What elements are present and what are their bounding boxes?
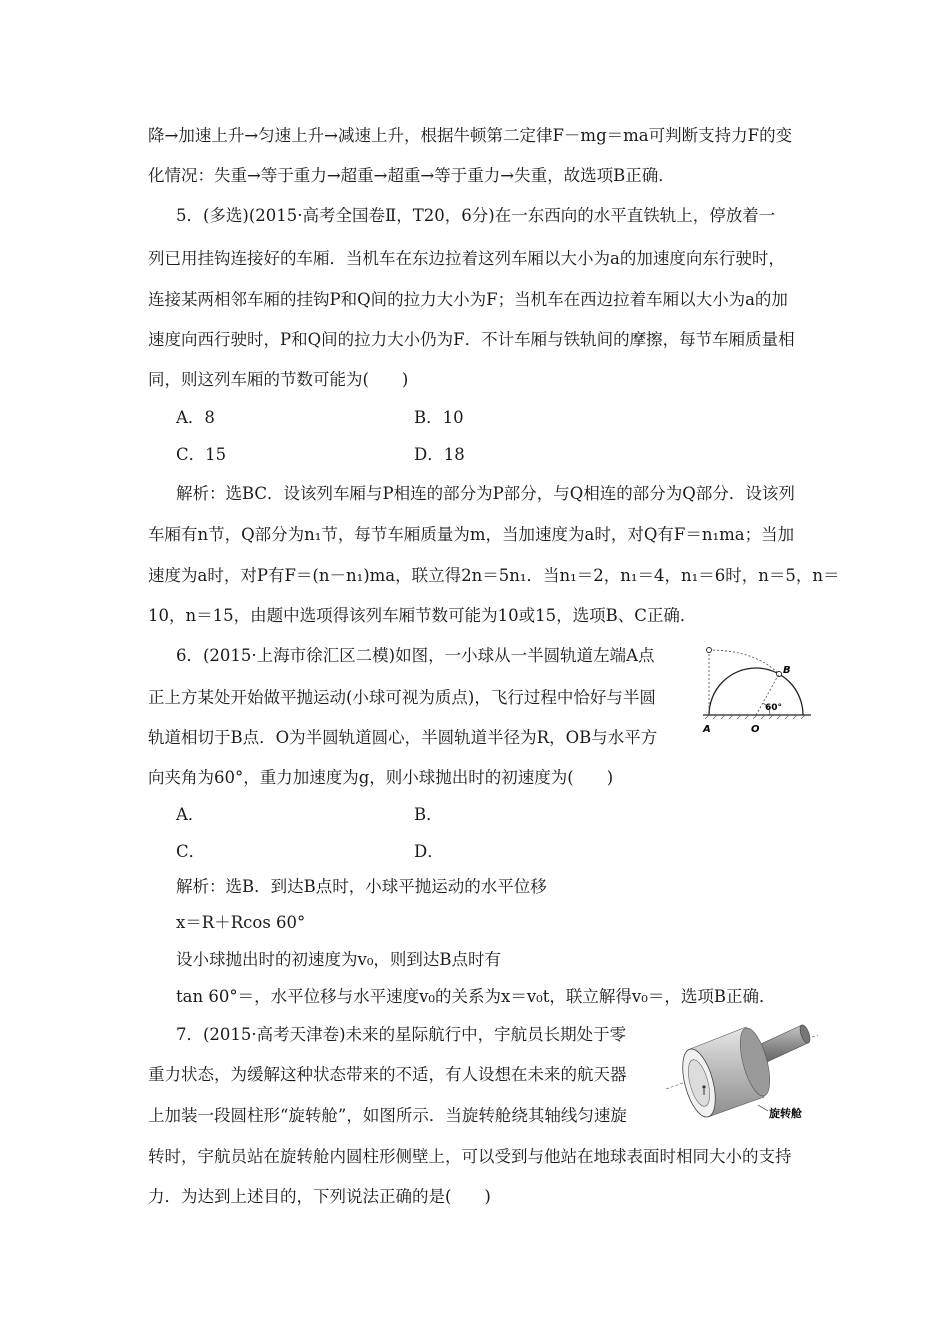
text-line: 化情况：失重→等于重力→超重→超重→等于重力→失重，故选项B正确． xyxy=(148,166,675,185)
label-a: A xyxy=(703,724,711,735)
text-line: 10，n＝15，由题中选项得该列车厢节数可能为10或15，选项B、C正确． xyxy=(148,606,697,625)
option-c: C．15 xyxy=(176,445,227,464)
text-line: 设小球抛出时的初速度为v₀，则到达B点时有 xyxy=(176,950,502,969)
text-line: 重力状态，为缓解这种状态带来的不适，有人设想在未来的航天器 xyxy=(148,1065,627,1084)
rotating-cabin-figure xyxy=(662,1005,822,1123)
semicircle-track-figure xyxy=(695,640,815,735)
option-d: D． xyxy=(414,842,444,861)
text-line: 向夹角为60°，重力加速度为g，则小球抛出时的初速度为( ) xyxy=(148,768,614,787)
text-line: 上加装一段圆柱形“旋转舱”，如图所示．当旋转舱绕其轴线匀速旋 xyxy=(148,1106,627,1125)
label-o: O xyxy=(751,724,760,735)
text-line: 正上方某处开始做平抛运动(小球可视为质点)，飞行过程中恰好与半圆 xyxy=(148,688,656,707)
text-line: 连接某两相邻车厢的挂钩P和Q间的拉力大小为F；当机车在西边拉着车厢以大小为a的加 xyxy=(148,290,788,309)
text-line: 列已用挂钩连接好的车厢．当机车在东边拉着这列车厢以大小为a的加速度向东行驶时， xyxy=(148,249,785,268)
label-b: B xyxy=(783,665,791,676)
question-5-stem: 5．(多选)(2015·高考全国卷Ⅱ，T20，6分)在一东西向的水平直铁轨上，停放着一 xyxy=(176,206,776,225)
text-line: 降→加速上升→匀速上升→减速上升，根据牛顿第二定律F－mg＝ma可判断支持力F的变 xyxy=(148,126,793,145)
text-line: tan 60°＝，水平位移与水平速度v₀的关系为x＝v₀t，联立解得v₀＝，选项B正确． xyxy=(176,987,776,1006)
text-line: 同，则这列车厢的节数可能为( ) xyxy=(148,370,409,389)
option-b: B． xyxy=(414,805,443,824)
angle-label: 60° xyxy=(765,703,783,713)
option-d: D．18 xyxy=(414,445,465,464)
text-line: 轨道相切于B点．O为半圆轨道圆心，半圆轨道半径为R，OB与水平方 xyxy=(148,728,658,747)
astronaut-icon xyxy=(702,1085,705,1088)
ball-start-icon xyxy=(707,648,712,653)
solution-text: 解析：选BC．设该列车厢与P相连的部分为P部分，与Q相连的部分为Q部分．设该列 xyxy=(176,484,795,503)
question-6-stem: 6．(2015·上海市徐汇区二模)如图，一小球从一半圆轨道左端A点 xyxy=(176,646,655,665)
solution-text: 解析：选B．到达B点时，小球平抛运动的水平位移 xyxy=(176,877,547,896)
equation-line: x＝R＋Rcos 60° xyxy=(176,913,306,932)
option-a: A． xyxy=(176,805,205,824)
text-line: 转时，宇航员站在旋转舱内圆柱形侧壁上，可以受到与他站在地球表面时相同大小的支持 xyxy=(148,1147,792,1166)
text-line: 力．为达到上述目的，下列说法正确的是( ) xyxy=(148,1187,491,1206)
option-a: A．8 xyxy=(176,408,215,427)
option-c: C． xyxy=(176,842,206,861)
cabin-label: 旋转舱 xyxy=(769,1107,802,1120)
option-b: B．10 xyxy=(414,408,464,427)
text-line: 车厢有n节，Q部分为n₁节，每节车厢质量为m，当加速度为a时，对Q有F＝n₁ma；当加 xyxy=(148,525,795,544)
question-7-stem: 7．(2015·高考天津卷)未来的星际航行中，宇航员长期处于零 xyxy=(176,1025,627,1044)
text-line: 速度为a时，对P有F＝(n－n₁)ma，联立得2n＝5n₁．当n₁＝2，n₁＝4，n₁＝6时，n＝5，n＝ xyxy=(148,566,840,585)
text-line: 速度向西行驶时，P和Q间的拉力大小仍为F．不计车厢与铁轨间的摩擦，每节车厢质量相 xyxy=(148,330,795,349)
